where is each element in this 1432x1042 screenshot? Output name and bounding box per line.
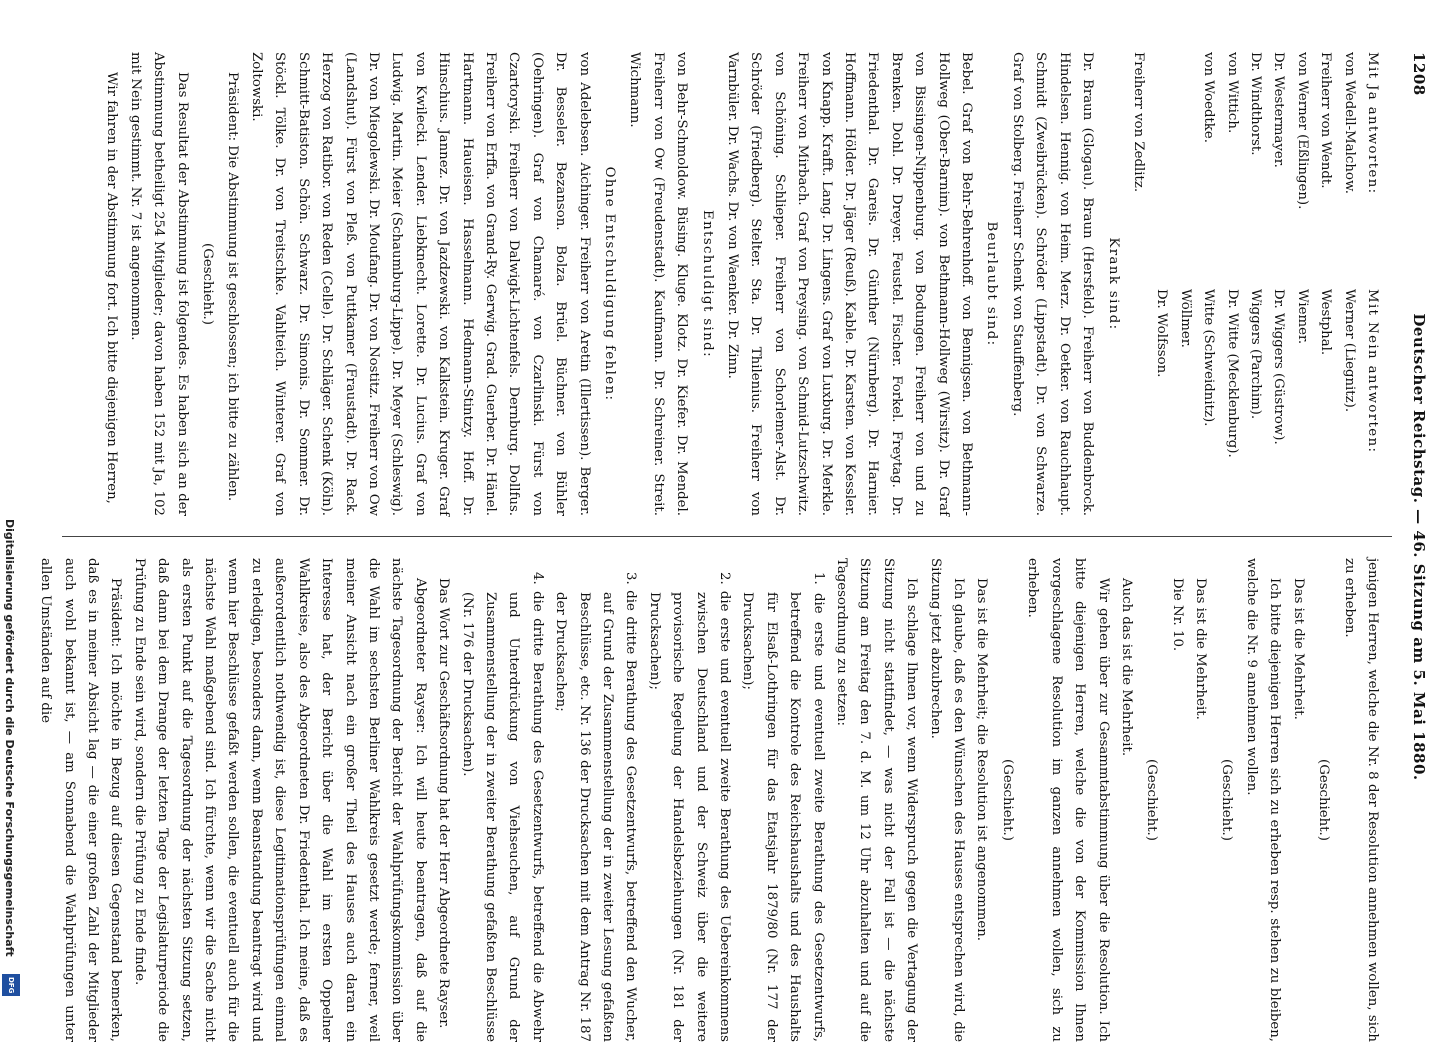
dfg-logo: DFG <box>2 974 20 996</box>
running-head: Deutscher Reichstag. — 46. Sitzung am 5. Mai 1880. <box>1410 313 1428 781</box>
paragraph: Auch das ist die Mehrheit. <box>1118 578 1134 757</box>
paragraph: Das ist die Mehrheit; die Resolution ist angenommen. <box>974 578 990 942</box>
no-heading: Mit Nein antworten: <box>1365 289 1380 454</box>
paragraph: Freiherr von Zedlitz. <box>1130 52 1146 193</box>
left-column <box>64 52 1384 516</box>
page-number: 1208 <box>1410 52 1428 96</box>
vote-roll <box>1150 52 1361 516</box>
yes-heading: Mit Ja antworten: <box>1365 52 1380 195</box>
agenda-item: 4. die dritte Berathung des Gesetzentwurfs, betreffend die Abwehr und Unterdrückung von Viehseuchen, auf Grund der Zusammenstellung der in zweiter Berathung gefaßten Beschlüsse (Nr. 176 der Drucksachen). <box>459 572 545 1042</box>
section-heading: Beurlaubt sind: <box>984 221 1000 347</box>
paragraph: Das Resultat der Abstimmung ist folgendes. Es haben sich an der Abstimmung betheiligt 254 Mitglieder; davon haben 152 mit Ja, 102 mit Nein gestimmt. Nr. 7 ist angenommen. <box>127 52 190 516</box>
stage-direction: (Geschieht.) <box>999 759 1015 841</box>
digitization-credit: Digitalisierung gefördert durch die Deutsche Forschungsgemeinschaft <box>3 519 16 957</box>
paragraph: von Behr-Schmoldow. Büsing. Kluge. Klotz. Dr. Kiefer. Dr. Mendel. Freiherr von Ow (Freudenstadt). Kaufmann. Dr. Schreiner. Streit. Wichmann. <box>627 52 690 516</box>
yes-voters: von Wedell-Malchow. Freiherr von Wendt. von Werner (Eßlingen). Dr. Westermayer. Dr. Windthorst. von Wittich. von Woedtke. <box>1201 52 1357 210</box>
column-divider <box>62 536 1392 537</box>
paragraph: Wir gehen über zur Gesammtabstimmung über die Resolution. Ich bitte diejenigen Herren, welche die von der Kommission Ihnen vorgeschlagene Resolution im ganzen annehmen wollen, sich zu erheben. <box>1025 558 1111 1042</box>
rotated-page <box>38 52 1432 1042</box>
paragraph: jenigen Herren, welche die Nr. 8 der Resolution annehmen wollen, sich zu erheben. <box>1341 558 1380 1042</box>
paragraph: von Adelebsen. Aichinger. Freiherr von Aretin (Illertissen). Berger. Dr. Besseler. Bezanson. Bolza. Brüel. Büchner. von Bühler (Oehringen). Graf von Chamaré. von Czarlinski. Fürst von Czartoryski. Freiherr von Dalwigk-Lichtenfels. Dernburg. Dollfus. Freiherr von Erffa. von Grand-Ry. Gerwig. Grad. Guerber. Dr. Hänel. Hartmann. Haueisen. Hasselmann. Hedmann-Stintzy. Hoff. Dr. Hinschius. Jannez. Dr. von Jazdzewski. von Kalkstein. Kruger. Graf von Kwilecki. Lender. Liebknecht. Lorette. Dr. Lucius. Graf von Ludwig. Martin. Meier (Schaumburg-Lippe). Dr. Meyer (Schleswig). Dr. von Miegolewski. Dr. Moufang. Dr. von Nostitz. Freiherr von Ow (Landshut). Fürst von Pleß. von Puttkamer (Fraustadt). Dr. Rack. Herzog von Ratibor. von Reden (Celle). Dr. Schläger. Schenk (Köln). Schmitt-Batiston. Schön. Schwarz. Dr. Simonis. Dr. Sommer. Dr. Stöckl. Tölke. Dr. von Treitschke. Vahlteich. Winterer. Graf von Zoltowski. <box>248 52 592 516</box>
paragraph: Präsident: Die Abstimmung ist geschlossen; ich bitte zu zählen. <box>225 72 241 502</box>
agenda-item: 2. die erste und eventuell zweite Berathung des Uebereinkommens zwischen Deutschland und der Schweiz über die weitere provisorische Regelung der Handelsbeziehungen (Nr. 181 der Drucksachen); <box>646 572 733 1042</box>
paragraph: Das ist die Mehrheit. <box>1290 578 1306 720</box>
agenda-item: 1. die erste und eventuell zweite Berathung des Gesetzentwurfs, betreffend die Kontrole des Reichshaushalts und des Haushalts für Elsaß-Lothringen für das Etatsjahr 1879/80 (Nr. 177 der Drucksachen); <box>740 572 826 1042</box>
section-heading: Krank sind: <box>1105 237 1121 331</box>
stage-direction: (Geschieht.) <box>1218 759 1234 841</box>
section-heading: Ohne Entschuldigung fehlen: <box>602 166 617 402</box>
paragraph: Wir fahren in der Abstimmung fort. Ich bitte diejenigen Herren, <box>104 72 120 504</box>
paragraph: Die Nr. 10. <box>1169 578 1185 652</box>
vote-headings <box>1361 52 1384 516</box>
paragraph: Dr. Braun (Glogau). Braun (Hersfeld). Freiherr von Buddenbrock. Hindelsen. Hennig. von Heim. Merz. Dr. Oetker. von Rauchhaupt. Schmidt (Zweibrücken). Schröder (Lippstadt). Dr. von Schwarze. Graf von Stolberg. Freiherr Schenk von Stauffenberg. <box>1009 52 1096 516</box>
paragraph: Bebel. Graf von Behr-Behrenhoff. von Bennigsen. von Bethmann-Hollweg (Ober-Barnim). von Bethmann-Hollweg (Wirsitz). Dr. Graf von Bissingen-Nippenburg. von Bodungen. Freiherr von und zu Brenken. Dohl. Dr. Dreyer. Feustel. Fischer. Forkel. Freytag. Dr. Friedenthal. Dr. Gareis. Dr. Günther (Nürnberg). Dr. Harnier. Hoffmann. Hölder. Dr. Jäger (Reuß). Kable. Dr. Karsten. von Kessler. von Knapp. Krafft. Lang. Dr. Lingens. Graf von Luxburg. Dr. Merkle. Freiherr von Mirbach. Graf von Preysing. von Schmid-Lutzschwitz. von Schöning. Schlieper. Freiherr von Schorlemer-Alst. Dr. Schröder (Friedberg). Stelter. Sta. Dr. Thilenius. Freiherr von Varnbüler. Dr. Wachs. Dr. von Waenker. Dr. Zinn. <box>725 52 975 516</box>
paragraph: Abgeordneter Rayser: Ich will heute beantragen, daß auf die nächste Tagesordnung der Bericht der Wahlprüfungskommission über die Wahl im sechsten Berliner Wahlkreis gesetzt werde; ferner, weil meiner Ansicht nach ein großer Theil des Hauses auch daran ein Interesse hat, der Bericht über die Wahl im ersten Oppelner Wahlkreise, also des Abgeordneten Dr. Friedenthal. Ich meine, daß es außerordentlich nothwendig ist, diese Legitimationsprüfungen einmal zu erledigen, besonders dann, wenn Beanstandung beantragt wird und wenn hier Beschlüsse gefaßt werden sollen, die eventuell auch für die nächste Wahl maßgebend sind. Ich fürchte, wenn wir die Sache nicht als ersten Punkt auf die Tagesordnung der nächsten Sitzung setzen, daß dann bei dem Drange der letzten Tage der Legislaturperiode die Prüfung zu Ende sein wird, sondern die Prüfung zu Ende finde. <box>131 558 428 1042</box>
paragraph: Ich schlage Ihnen vor, wenn Widerspruch gegen die Vertagung der Sitzung nicht stattfindet, — was nicht der Fall ist — die nächste Sitzung am Freitag den 7. d. M. um 12 Uhr abzuhalten und auf die Tagesordnung zu setzen: <box>834 558 920 1042</box>
stage-direction: (Geschieht.) <box>1144 759 1160 841</box>
stage-direction: (Geschieht.) <box>1316 759 1332 841</box>
stage-direction: (Geschieht.) <box>200 243 216 325</box>
no-voters: Werner (Liegnitz). Westphal. Wiemer. Dr. Wiggers (Güstrow). Wiggers (Parchim). Dr. Witte (Mecklenburg). Witte (Schweidnitz). Wöllmer. Dr. Wolfsson. <box>1154 289 1357 458</box>
paragraph: Ich glaube, daß es den Wünschen des Hauses entsprechen wird, die Sitzung jetzt abzubrechen. <box>927 558 967 1042</box>
paragraph: Das ist die Mehrheit. <box>1193 578 1209 720</box>
paragraph: Präsident: Ich möchte in Bezug auf diesen Gegenstand bemerken, daß es in meiner Absicht lag — die einer großen Zahl der Mitglieder auch wohl bekannt ist, — am Sonnabend die Wahlprüfungen unter allen Umständen auf die <box>38 558 124 1042</box>
paragraph: Ich bitte diejenigen Herren sich zu erheben resp. stehen zu bleiben, welche die Nr. 9 annehmen wollen. <box>1243 558 1283 1042</box>
page-header <box>1402 52 1432 1042</box>
right-column <box>38 558 1384 1042</box>
agenda-item: 3. die dritte Berathung des Gesetzentwurfs, betreffend den Wucher, auf Grund der Zusammenstellung der in zweiter Lesung gefaßten Beschlüsse, etc. Nr. 136 der Drucksachen mit dem Antrag Nr. 187 der Drucksachen; <box>553 572 639 1042</box>
paragraph: Das Wort zur Geschäftsordnung hat der Herr Abgeordnete Rayser. <box>436 578 452 1029</box>
section-heading: Entschuldigt sind: <box>699 210 715 358</box>
